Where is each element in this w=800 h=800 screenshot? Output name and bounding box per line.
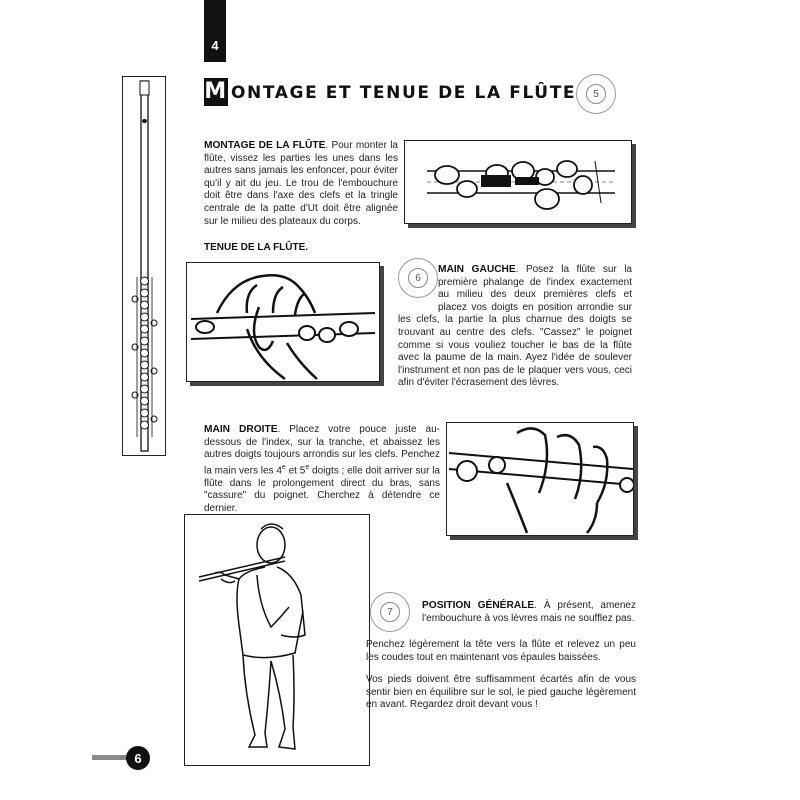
tenue-heading [204,242,308,253]
chapter-number: 4 [211,38,219,53]
page-number-text: 6 [134,750,142,766]
float-spacer [398,264,438,306]
chapter-tab [204,0,226,62]
audio-track-badge-7 [370,592,410,632]
position-body: . À présent, amenez l'embouchure à vos lèvres mais ne soufflez pas. [422,600,636,624]
montage-body: . Pour monter la flûte, vissez les parties les unes dans les autres sans jamais les enfoncer, pour éviter qu'il y ait du jeu. Le trou de l'embouchure doit être dans l'axe des clefs et la tringle centrale de la patte d'Ut doit être alignée sur le milieu des plateaux du corps. [204,140,398,227]
main-gauche-paragraph [398,264,632,390]
page-title [204,78,584,118]
main-droite-heading: MAIN DROITE [204,424,278,435]
main-droite-body-2: doigts ; elle doit arriver sur la flûte dans le prolongement direct du bras, sans "cassure" du poignet. Cherchez à détendre ce dernier. [204,465,440,514]
position-heading: POSITION GÉNÉRALE [422,600,535,611]
left-hand-illustration-frame [186,262,380,382]
player-posture-illustration [185,515,369,765]
position-paragraph-3: Vos pieds doivent être suffisamment écartés afin de vous sentir bien en équilibre sur le sol, le pied gauche légèrement en avant. Regardez droit devant vous ! [366,674,636,711]
page-number [126,746,150,770]
superscript-e: e [281,463,286,471]
superscript-e: e [305,463,310,471]
title-initial: M [204,79,228,104]
tenue-heading-text: TENUE DE LA FLÛTE [204,242,306,253]
main-droite-paragraph [204,424,440,515]
audio-track-badge-5 [576,74,616,114]
flute-keys-illustration-frame [404,140,632,224]
position-paragraph-2: Penchez légèrement la tête vers la flûte et relevez un peu les coudes tout en maintenant vos épaules baissées. [366,639,636,663]
montage-paragraph [204,140,398,228]
montage-heading: MONTAGE DE LA FLÛTE [204,140,326,151]
player-posture-illustration-frame [184,514,370,766]
page-number-bar [92,755,130,760]
track-number: 6 [408,268,428,288]
right-hand-illustration [447,423,633,535]
title-rest: ONTAGE ET TENUE DE LA FLÛTE [231,83,577,103]
position-generale-paragraph [422,600,636,625]
track-number: 5 [586,84,606,104]
track-number: 7 [380,602,400,622]
flute-illustration-frame [122,76,166,456]
main-droite-body-1: . Placez votre pouce juste au-dessous de l'index, sur la tranche, et abaissez les autres doigts toujours arrondis sur les clefs. Penchez la main vers les 4 [204,424,440,477]
tenue-heading-suffix: . [305,242,309,253]
main-gauche-body: . Posez la flûte sur la première phalange de l'index exactement au milieu des deux premières clefs et placez vos doigts en position arrondie sur les clefs, la partie la plus charnue des doigts se trouvant au centre des clefs. "Cassez" le poignet comme si vous vouliez toucher le bas de la flûte avec la paume de la main. Ayez l'idée de soulever l'instrument et non pas de le plaquer vers vous, ceci afin d'éviter l'écrasement des lèvres. [398,264,632,389]
main-droite-mid: et 5 [285,465,306,477]
flute-full-illustration [123,77,165,455]
flute-keys-illustration [405,141,631,223]
left-hand-illustration [187,263,379,381]
main-gauche-heading: MAIN GAUCHE [438,264,516,275]
right-hand-illustration-frame [446,422,634,536]
